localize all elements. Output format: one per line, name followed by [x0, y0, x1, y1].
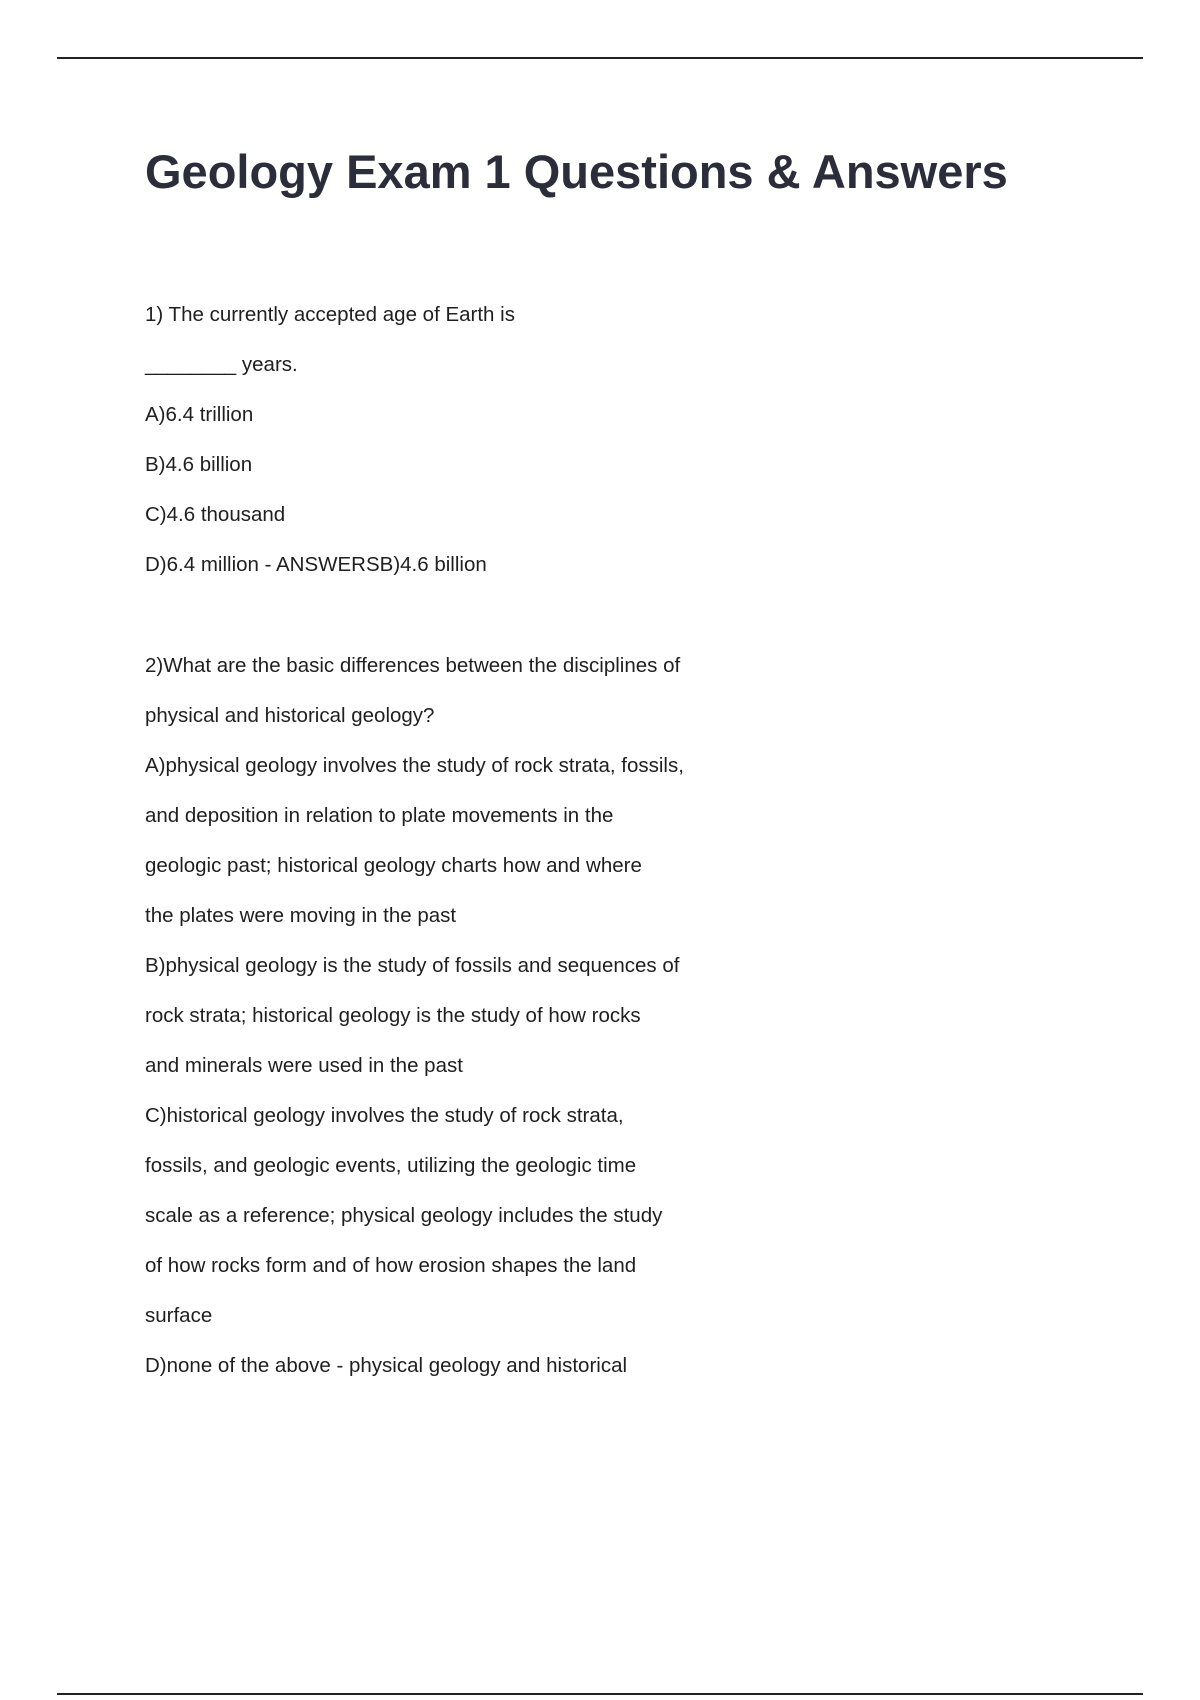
footer-rule [57, 1693, 1143, 1695]
question-2-prompt-line-1: 2)What are the basic differences between the disciplines of [145, 654, 681, 677]
question-1-option-c: C)4.6 thousand [145, 503, 286, 526]
question-2-option-b-line-1: B)physical geology is the study of fossils and sequences of [145, 954, 680, 977]
question-2-prompt-line-2: physical and historical geology? [145, 704, 435, 727]
page-title: Geology Exam 1 Questions & Answers [145, 145, 1008, 198]
question-2-option-c-line-5: surface [145, 1304, 213, 1327]
question-2-option-c-line-3: scale as a reference; physical geology includes the study [145, 1204, 663, 1227]
question-2-option-a-line-1: A)physical geology involves the study of rock strata, fossils, [145, 754, 684, 777]
question-1-prompt-line-1: 1) The currently accepted age of Earth is [145, 303, 515, 326]
question-1-option-b: B)4.6 billion [145, 453, 253, 476]
question-1-option-d-answer: D)6.4 million - ANSWERSB)4.6 billion [145, 553, 487, 576]
question-2 [145, 641, 845, 1391]
question-2-option-c-line-1: C)historical geology involves the study of rock strata, [145, 1104, 624, 1127]
question-list [145, 290, 845, 1391]
question-2-option-b-line-3: and minerals were used in the past [145, 1054, 463, 1077]
question-1-prompt-line-2: ________ years. [145, 353, 298, 376]
question-2-option-a-line-4: the plates were moving in the past [145, 904, 457, 927]
header-rule [57, 57, 1143, 59]
question-2-option-a-line-3: geologic past; historical geology charts how and where [145, 854, 642, 877]
question-2-option-c-line-4: of how rocks form and of how erosion shapes the land [145, 1254, 637, 1277]
question-2-option-c-line-2: fossils, and geologic events, utilizing the geologic time [145, 1154, 637, 1177]
question-2-option-d-answer: D)none of the above - physical geology and historical [145, 1354, 628, 1377]
question-1-option-a: A)6.4 trillion [145, 403, 254, 426]
question-2-option-a-line-2: and deposition in relation to plate movements in the [145, 804, 614, 827]
question-2-option-b-line-2: rock strata; historical geology is the study of how rocks [145, 1004, 641, 1027]
question-1 [145, 290, 845, 590]
